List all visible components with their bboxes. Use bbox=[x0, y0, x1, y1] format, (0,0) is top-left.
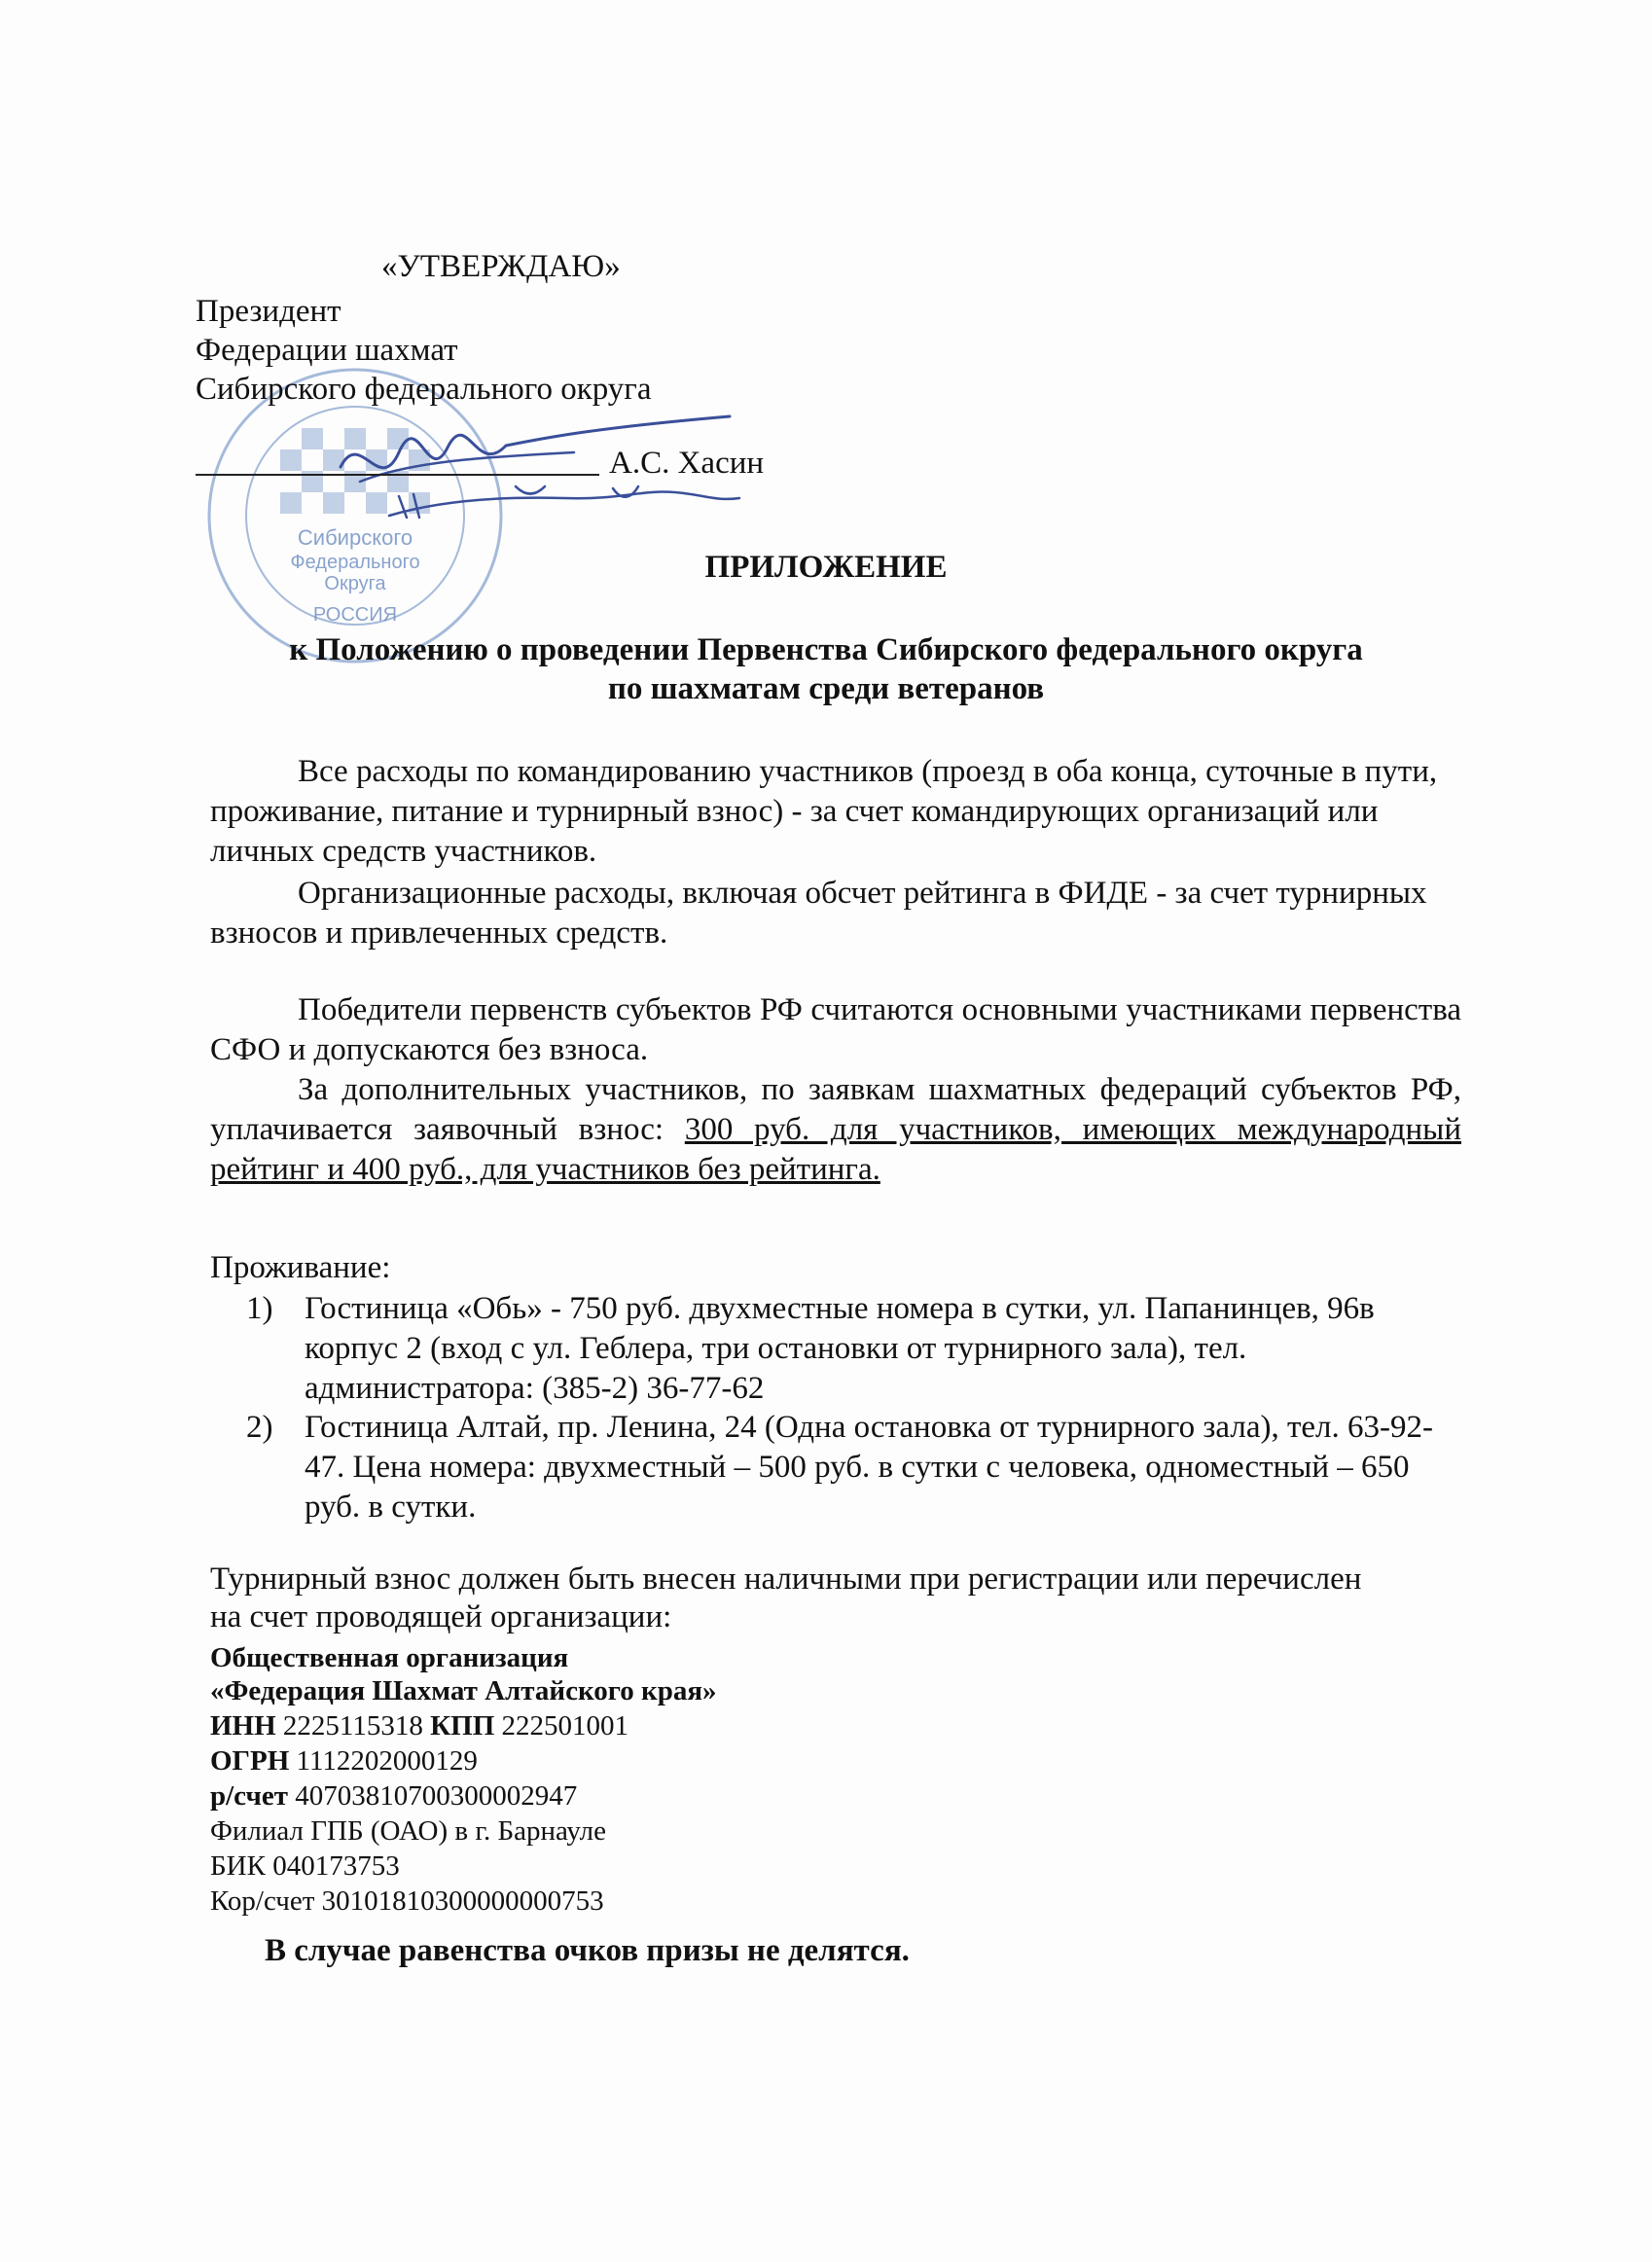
inn-value: 2225115318 bbox=[275, 1710, 431, 1741]
inn-label: ИНН bbox=[210, 1710, 276, 1741]
paragraph-organizational: Организационные расходы, включая обсчет рейтинга в ФИДЕ - за счет турнирных взносов и привлеченных средств. bbox=[210, 876, 1427, 951]
approval-position: Президент bbox=[196, 294, 341, 329]
paragraph-additional-participants bbox=[210, 1070, 1461, 1190]
bik: БИК 040173753 bbox=[210, 1850, 400, 1882]
fee-amount-underlined: 300 руб. для участников, имеющих международный рейтинг и 400 руб., для участников без рейтинга. bbox=[210, 1112, 1461, 1187]
ogrn-value: 1112202000129 bbox=[289, 1745, 478, 1777]
org-name: «Федерация Шахмат Алтайского края» bbox=[210, 1675, 717, 1706]
kpp-value: 222501001 bbox=[494, 1710, 629, 1741]
stamp-text-1: Сибирского bbox=[297, 525, 413, 550]
list-item bbox=[246, 1408, 1472, 1527]
signatory-name: А.С. Хасин bbox=[609, 446, 765, 481]
org-type: Общественная организация bbox=[210, 1642, 569, 1673]
list-item-text: Гостиница «Обь» - 750 руб. двухместные номера в сутки, ул. Папанинцев, 96в корпус 2 (вход с ул. Геблера, три остановки от турнирного зала), тел. администратора: (385-2) 36-77-62 bbox=[305, 1291, 1375, 1406]
list-item-number: 2) bbox=[246, 1410, 273, 1445]
approval-org-2: Сибирского федерального округа bbox=[196, 372, 652, 407]
document-subtitle-1: к Положению о проведении Первенства Сибирского федерального округа bbox=[289, 632, 1363, 667]
signature-line bbox=[196, 474, 599, 476]
kpp-label: КПП bbox=[430, 1710, 495, 1741]
inn-kpp bbox=[210, 1710, 628, 1742]
account-value: 40703810700300002947 bbox=[287, 1780, 578, 1812]
ogrn bbox=[210, 1745, 478, 1777]
ogrn-label: ОГРН bbox=[210, 1745, 290, 1777]
list-item bbox=[246, 1289, 1472, 1409]
stamp-text-4: РОССИЯ bbox=[312, 604, 398, 626]
approval-org-1: Федерации шахмат bbox=[196, 333, 458, 368]
document-title: ПРИЛОЖЕНИЕ bbox=[704, 550, 948, 585]
paragraph-winners: Победители первенств субъектов РФ считаются основными участниками первенства СФО и допускаются без взноса. bbox=[210, 992, 1461, 1067]
document-subtitle-2: по шахматам среди ветеранов bbox=[607, 671, 1045, 706]
accommodation-label: Проживание: bbox=[210, 1250, 391, 1285]
bank-branch: Филиал ГПБ (ОАО) в г. Барнауле bbox=[210, 1815, 606, 1847]
final-note: В случае равенства очков призы не делятся. bbox=[265, 1933, 910, 1968]
fee-info-line-1: Турнирный взнос должен быть внесен наличными при регистрации или перечислен bbox=[210, 1562, 1362, 1597]
paragraph-expenses: Все расходы по командированию участников (проезд в оба конца, суточные в пути, проживание, питание и турнирный взнос) - за счет командирующих организаций или личных средств участников. bbox=[210, 754, 1438, 869]
stamp-text-3: Округа bbox=[324, 573, 386, 594]
correspondent-account: Кор/счет 30101810300000000753 bbox=[210, 1885, 604, 1917]
approval-title: «УТВЕРЖДАЮ» bbox=[381, 249, 621, 284]
list-item-text: Гостиница Алтай, пр. Ленина, 24 (Одна остановка от турнирного зала), тел. 63-92-47. Цена номера: двухместный – 500 руб. в сутки с человека, одноместный – 650 руб. в сутки. bbox=[305, 1410, 1433, 1525]
fee-info-line-2: на счет проводящей организации: bbox=[210, 1599, 672, 1634]
stamp-text-2: Федерального bbox=[290, 552, 420, 573]
list-item-number: 1) bbox=[246, 1291, 273, 1326]
account bbox=[210, 1780, 577, 1813]
account-label: р/счет bbox=[210, 1780, 288, 1812]
fee-text: За дополнительных участников, по заявкам шахматных федераций субъектов РФ, уплачивается заявочный взнос: bbox=[210, 1072, 1461, 1147]
